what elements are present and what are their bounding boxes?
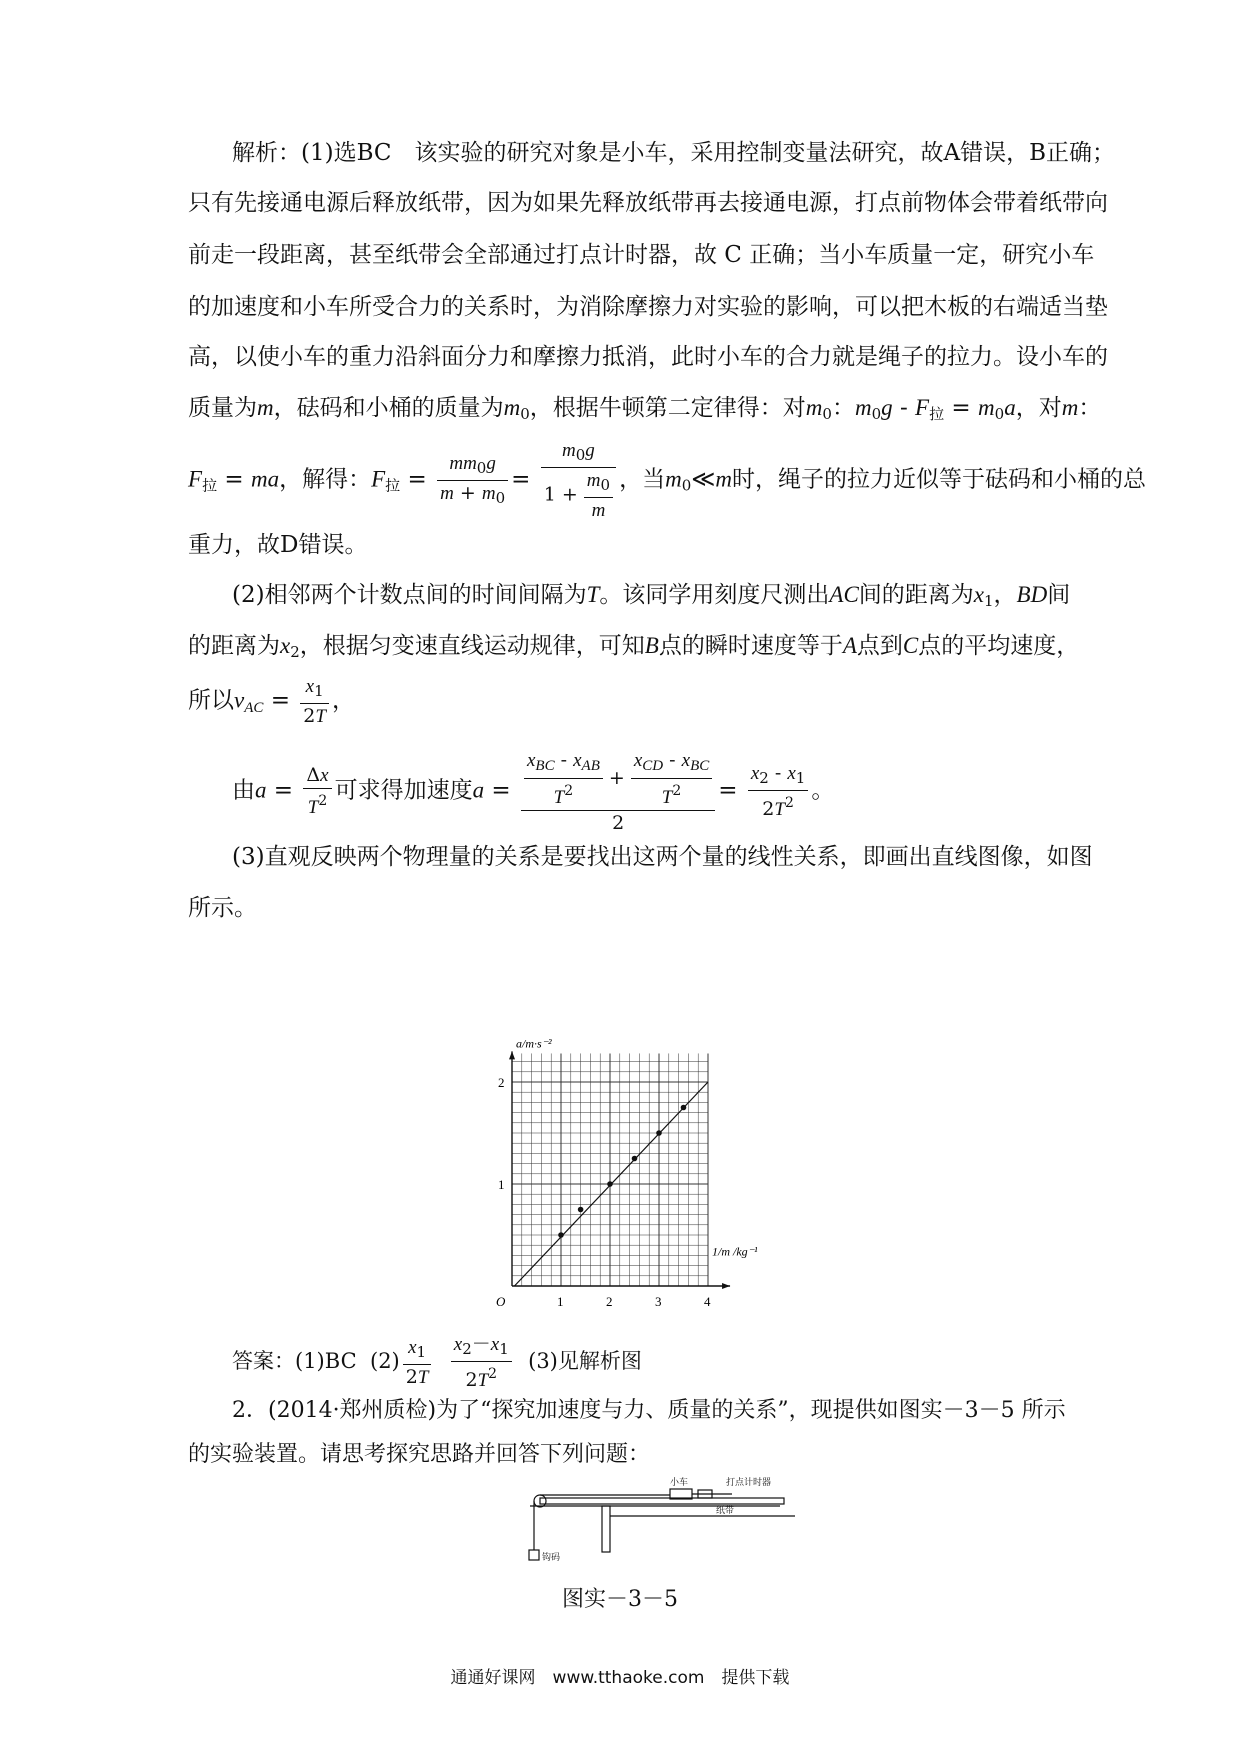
fraction: $\frac{x_2-x_1}{2T^2}$ (451, 1332, 512, 1393)
text-line: 解析：(1)选BC 该实验的研究对象是小车，采用控制变量法研究，故A错误，B正确； (232, 140, 1116, 166)
text-line: 的实验装置。请思考探究思路并回答下列问题： (188, 1442, 651, 1467)
text-line: 只有先接通电源后释放纸带，因为如果先释放纸带再去接通电源，打点前物体会带着纸带向 (188, 190, 1108, 216)
text-line: (2)相邻两个计数点间的时间间隔为T。该同学用刻度尺测出AC间的距离为$x_1$，BD间 (232, 582, 1071, 610)
text-line: 前走一段距离，甚至纸带会全部通过打点计时器，故 C 正确；当小车质量一定，研究小车 (188, 242, 1095, 268)
text-line: 质量为m，砝码和小桶的质量为$m_0$，根据牛顿第二定律得：对$m_0$：$m_0g - F_拉 = m_0a$，对m： (188, 395, 1102, 423)
grid (512, 1053, 708, 1286)
acceleration-vs-inverse-mass-chart (490, 1036, 780, 1310)
table-leg (602, 1506, 610, 1552)
answer-line: 答案：(1)BC (2) $\frac{x_1}{2T}$ $\frac{x_2-x_1}{2T^2}$ (3)见解析图 (232, 1333, 642, 1391)
x-axis-label: 1/m /kg⁻¹ (712, 1244, 758, 1259)
origin-label: O (496, 1294, 506, 1309)
page-footer: 通通好课网 www.tthaoke.com 提供下载 (450, 1668, 790, 1688)
formula-line: 由a = $\frac{\Delta x}{T^2}$ 可求得加速度a = $\frac{x_{BC} - x_{AB}}{T^2}$ + $\frac{x_{CD} - x_{BC}}{T^2}$ 2 = $\frac{x_2 - x_1}{2T^2}$ 。 (232, 749, 835, 834)
y-tick-label: 1 (498, 1177, 505, 1192)
timer-label: 打点计时器 (726, 1477, 772, 1487)
y-axis-label: a/m·s⁻² (516, 1036, 552, 1051)
x-tick-label: 2 (606, 1294, 613, 1309)
apparatus-diagram (520, 1476, 820, 1566)
data-point (558, 1232, 564, 1238)
text-line: 的加速度和小车所受合力的关系时，为消除摩擦力对实验的影响，可以把木板的右端适当垫 (188, 294, 1108, 320)
fraction: $m_0g$ 1 + $\frac{m_0}{m}$ (541, 438, 616, 523)
data-point (656, 1130, 662, 1136)
x-axis-arrow (722, 1283, 730, 1289)
fraction: $\frac{x_1}{2T}$ (403, 1335, 432, 1390)
tape-label: 纸带 (716, 1505, 735, 1515)
data-point (632, 1156, 638, 1162)
text-line: 2．(2014·郑州质检)为了“探究加速度与力、质量的关系”，现提供如图实－3－5 所示 (232, 1398, 1066, 1423)
x-tick-label: 4 (704, 1294, 711, 1309)
fraction: $\frac{mm_0g}{m + m_0}$ (437, 451, 508, 510)
fraction: $\frac{x_{BC} - x_{AB}}{T^2}$ + $\frac{x_{CD} - x_{BC}}{T^2}$ 2 (521, 748, 715, 835)
board (540, 1498, 784, 1504)
fraction: $\frac{\Delta x}{T^2}$ (303, 763, 331, 820)
data-point (681, 1105, 687, 1111)
formula-line: 所以$v_{AC}$ = $\frac{x_1}{2T}$ ， (188, 676, 355, 727)
text-line: (3)直观反映两个物理量的关系是要找出这两个量的线性关系，即画出直线图像，如图 (232, 844, 1093, 870)
y-axis-arrow (509, 1051, 515, 1059)
weight-label: 钩码 (542, 1552, 561, 1562)
text-line: 高，以使小车的重力沿斜面分力和摩擦力抵消，此时小车的合力就是绳子的拉力。设小车的 (188, 344, 1108, 370)
formula-line: $F_拉$ = ma，解得：$F_拉$ = $\frac{mm_0g}{m + m_0}$ = $m_0g$ 1 + $\frac{m_0}{m}$ ，当$m_0≪m$时，绳子的拉力近似等于砝码和小桶的总 (188, 440, 1146, 521)
weight (529, 1550, 539, 1560)
text-line: 重力，故D错误。 (188, 532, 368, 558)
data-point (578, 1207, 584, 1213)
x-tick-label: 3 (655, 1294, 662, 1309)
data-point (607, 1181, 613, 1187)
y-tick-label: 2 (498, 1075, 505, 1090)
cart-label: 小车 (670, 1477, 689, 1487)
fraction: $\frac{x_2 - x_1}{2T^2}$ (748, 761, 808, 822)
figure-caption: 图实－3－5 (562, 1587, 678, 1612)
x-tick-label: 1 (557, 1294, 564, 1309)
text-line: 所示。 (188, 895, 257, 921)
fraction: $\frac{x_1}{2T}$ (300, 674, 329, 729)
text-line: 的距离为$x_2$，根据匀变速直线运动规律，可知B点的瞬时速度等于A点到C点的平均速度， (188, 633, 1080, 661)
